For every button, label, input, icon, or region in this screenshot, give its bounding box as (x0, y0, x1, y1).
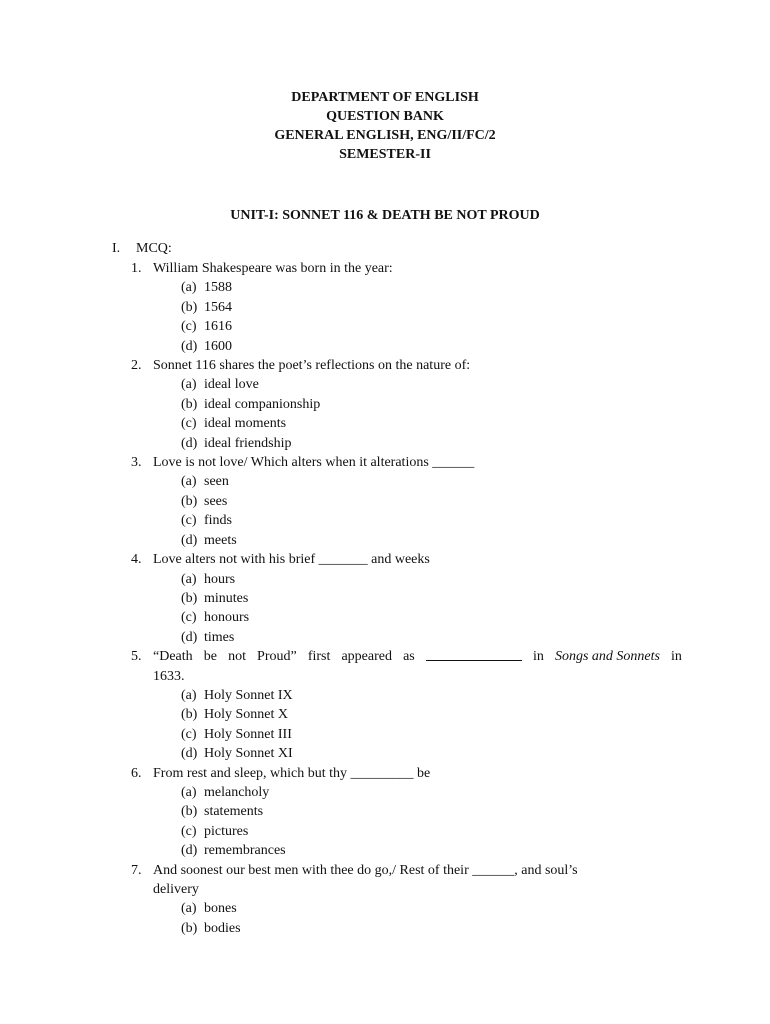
question-word: “Death (153, 649, 193, 665)
question-word: first (307, 649, 331, 665)
option-letter: (a) (181, 687, 197, 703)
option-letter: (d) (181, 532, 198, 548)
question-text: From rest and sleep, which but thy _________ be (153, 765, 431, 781)
option-letter: (c) (181, 513, 197, 529)
question-word: as (403, 649, 415, 665)
option-item (181, 802, 682, 821)
option-text: 1600 (204, 338, 232, 354)
question-item (112, 861, 682, 939)
option-text: minutes (204, 590, 249, 606)
option-text: ideal love (204, 377, 259, 393)
option-item (181, 744, 682, 763)
option-text: Holy Sonnet XI (204, 746, 293, 762)
option-letter: (a) (181, 280, 197, 296)
question-text: Love alters not with his brief _______ and weeks (153, 552, 430, 568)
section-heading (112, 239, 682, 259)
option-text: sees (204, 493, 228, 509)
question-number: 4. (131, 552, 142, 568)
option-letter: (b) (181, 590, 198, 606)
option-item (181, 783, 682, 802)
option-letter: (d) (181, 843, 198, 859)
option-item (181, 317, 682, 336)
option-text: ideal moments (204, 416, 287, 432)
option-text: times (204, 629, 235, 645)
option-item (181, 472, 682, 491)
option-text: 1588 (204, 280, 232, 296)
option-letter: (a) (181, 474, 197, 490)
option-letter: (b) (181, 396, 198, 412)
option-letter: (b) (181, 804, 198, 820)
question-number: 7. (131, 862, 142, 878)
option-letter: (d) (181, 629, 198, 645)
option-text: Holy Sonnet III (204, 726, 292, 742)
option-text: Holy Sonnet X (204, 707, 288, 723)
option-text: honours (204, 610, 250, 626)
option-item (181, 414, 682, 433)
question-number: 3. (131, 455, 142, 471)
semester: SEMESTER-II (339, 147, 431, 162)
section-title: MCQ: (136, 241, 172, 256)
question-text (153, 647, 682, 666)
option-item (181, 492, 682, 511)
option-letter: (c) (181, 319, 197, 335)
option-text: hours (204, 571, 236, 587)
option-text: finds (204, 513, 232, 529)
section-number: I. (112, 241, 121, 256)
option-letter: (a) (181, 784, 197, 800)
option-item (181, 841, 682, 860)
option-letter: (c) (181, 416, 197, 432)
option-text: meets (204, 532, 237, 548)
question-word: not (228, 649, 246, 665)
option-list (112, 783, 682, 861)
option-text: 1564 (204, 299, 232, 315)
option-text: ideal friendship (204, 435, 292, 451)
option-item (181, 899, 682, 918)
question-word: be (203, 649, 217, 665)
option-list (112, 375, 682, 453)
option-item (181, 919, 682, 938)
question-number: 6. (131, 765, 142, 781)
option-text: remembrances (204, 843, 286, 859)
option-letter: (d) (181, 746, 198, 762)
option-item (181, 278, 682, 297)
question-list (112, 259, 682, 938)
option-text: pictures (204, 823, 249, 839)
option-letter: (c) (181, 823, 197, 839)
option-letter: (a) (181, 377, 197, 393)
option-letter: (a) (181, 901, 197, 917)
option-item (181, 434, 682, 453)
option-item (181, 589, 682, 608)
question-text: And soonest our best men with thee do go,/ Rest of their ______, and soul’s (153, 862, 578, 878)
mcq-section (112, 239, 682, 938)
option-letter: (b) (181, 299, 198, 315)
option-item (181, 531, 682, 550)
option-letter: (b) (181, 493, 198, 509)
question-word: in (532, 649, 544, 665)
option-list (112, 899, 682, 938)
option-item (181, 628, 682, 647)
option-list (112, 570, 682, 648)
option-text: 1616 (204, 319, 232, 335)
option-item (181, 608, 682, 627)
option-item (181, 395, 682, 414)
question-text: Love is not love/ Which alters when it alterations ______ (153, 455, 475, 471)
question-number: 1. (131, 261, 142, 276)
question-text: Sonnet 116 shares the poet’s reflections on the nature of: (153, 358, 471, 374)
question-text: William Shakespeare was born in the year: (153, 261, 393, 276)
option-item (181, 511, 682, 530)
option-letter: (d) (181, 338, 198, 354)
question-number: 5. (131, 649, 142, 665)
question-item (112, 356, 682, 453)
option-item (181, 375, 682, 394)
option-item (181, 705, 682, 724)
option-letter: (b) (181, 920, 198, 936)
option-item (181, 298, 682, 317)
book-title: Songs and Sonnets (554, 649, 660, 665)
option-item (181, 822, 682, 841)
option-text: seen (204, 474, 229, 490)
question-word: Proud” (257, 649, 297, 665)
question-continuation: delivery (153, 882, 199, 897)
question-item (112, 453, 682, 550)
question-word: appeared (341, 649, 392, 665)
answer-blank (426, 647, 522, 661)
document-type: QUESTION BANK (326, 109, 444, 124)
option-text: bones (204, 901, 237, 917)
option-letter: (c) (181, 610, 197, 626)
department-title: DEPARTMENT OF ENGLISH (291, 90, 479, 105)
document-header (0, 88, 770, 164)
option-item (181, 570, 682, 589)
option-letter: (d) (181, 435, 198, 451)
course-code: GENERAL ENGLISH, ENG/II/FC/2 (274, 128, 496, 143)
question-continuation: 1633. (153, 668, 185, 684)
question-item (112, 259, 682, 356)
question-number: 2. (131, 358, 142, 374)
option-list (112, 472, 682, 550)
option-text: melancholy (204, 784, 270, 800)
option-item (181, 337, 682, 356)
question-item (112, 550, 682, 647)
option-item (181, 725, 682, 744)
option-letter: (b) (181, 707, 198, 723)
unit-title: UNIT-I: SONNET 116 & DEATH BE NOT PROUD (230, 208, 540, 223)
option-text: statements (204, 804, 264, 820)
option-text: Holy Sonnet IX (204, 687, 293, 703)
option-list (112, 278, 682, 356)
option-text: ideal companionship (204, 396, 321, 412)
option-list (112, 686, 682, 764)
option-letter: (a) (181, 571, 197, 587)
question-word: in (671, 649, 682, 665)
option-letter: (c) (181, 726, 197, 742)
question-item (112, 647, 682, 763)
option-text: bodies (204, 920, 241, 936)
option-item (181, 686, 682, 705)
question-item (112, 764, 682, 861)
